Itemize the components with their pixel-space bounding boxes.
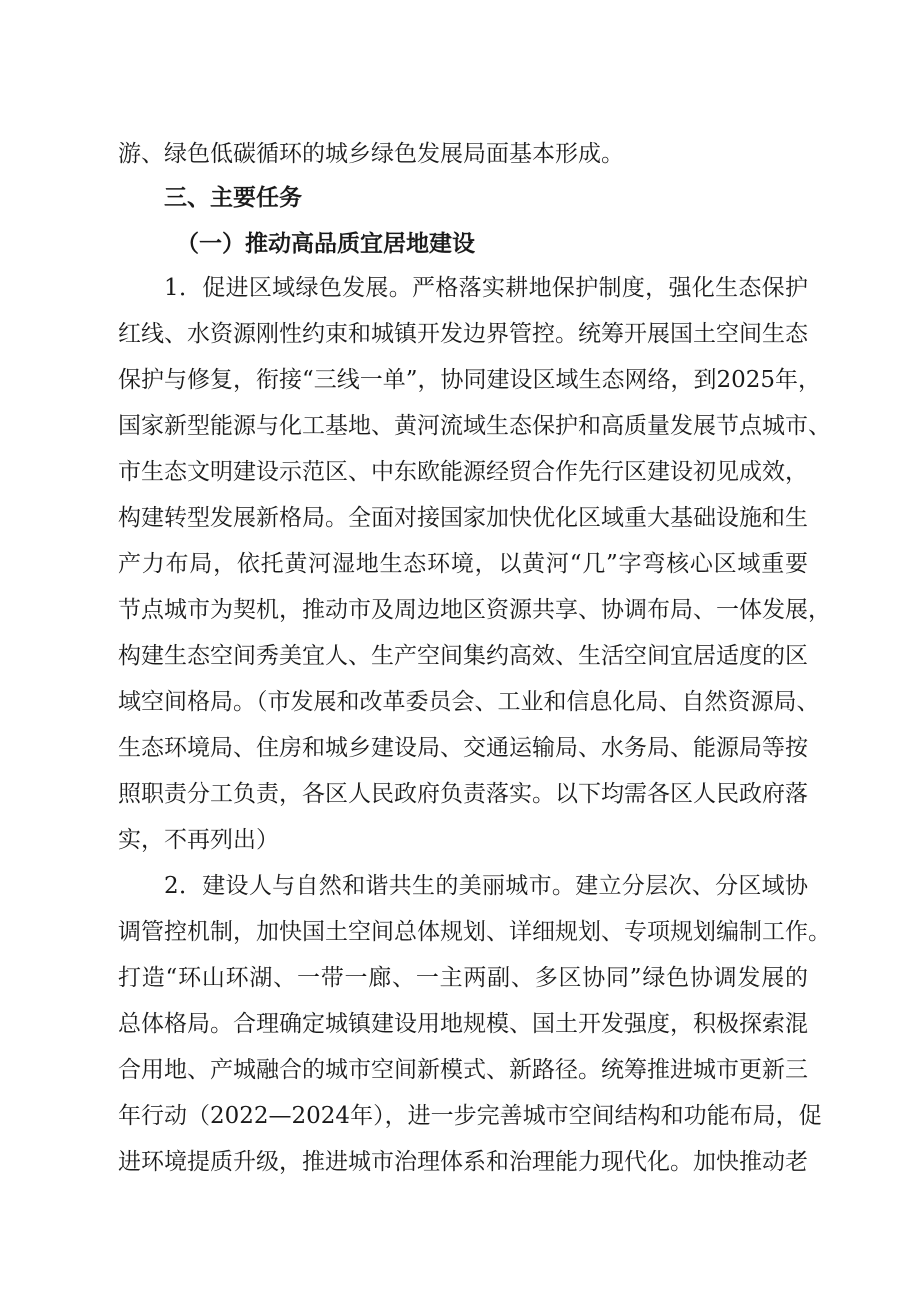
- paragraph-line: 产力布局，依托黄河湿地生态环境，以黄河“几”字弯核心区域重要: [118, 551, 808, 577]
- paragraph-line: 域空间格局。（市发展和改革委员会、工业和信息化局、自然资源局、: [118, 689, 820, 715]
- paragraph-line: 保护与修复，衔接“三线一单”，协同建设区域生态网络，到2025年，: [118, 367, 822, 393]
- paragraph-line: 构建生态空间秀美宜人、生产空间集约高效、生活空间宜居适度的区: [118, 643, 808, 669]
- subsection-heading: （一）推动高品质宜居地建设: [176, 230, 475, 257]
- paragraph-line: 年行动（2022—2024年），进一步完善城市空间结构和功能布局，促: [118, 1103, 822, 1129]
- paragraph-line: 节点城市为契机，推动市及周边地区资源共享、协调布局、一体发展，: [118, 597, 831, 623]
- paragraph-line: 国家新型能源与化工基地、黄河流域生态保护和高质量发展节点城市、: [118, 413, 831, 439]
- paragraph-line: 合用地、产城融合的城市空间新模式、新路径。统筹推进城市更新三: [118, 1057, 808, 1083]
- paragraph-line: 构建转型发展新格局。全面对接国家加快优化区域重大基础设施和生: [118, 505, 808, 531]
- paragraph-line: 实，不再列出）: [118, 827, 279, 853]
- paragraph-line: 进环境提质升级，推进城市治理体系和治理能力现代化。加快推动老: [118, 1149, 808, 1175]
- paragraph-line: 1．促进区域绿色发展。严格落实耕地保护制度，强化生态保护: [164, 275, 808, 301]
- paragraph-line: 打造“环山环湖、一带一廊、一主两副、多区协同”绿色协调发展的: [118, 965, 808, 991]
- paragraph-line: 调管控机制，加快国土空间总体规划、详细规划、专项规划编制工作。: [118, 919, 831, 945]
- intro-line: 游、绿色低碳循环的城乡绿色发展局面基本形成。: [118, 141, 624, 167]
- paragraph-line: 照职责分工负责，各区人民政府负责落实。以下均需各区人民政府落: [118, 781, 808, 807]
- paragraph-line: 总体格局。合理确定城镇建设用地规模、国土开发强度，积极探索混: [118, 1011, 808, 1037]
- paragraph-line: 红线、水资源刚性约束和城镇开发边界管控。统筹开展国土空间生态: [118, 321, 808, 347]
- paragraph-line: 市生态文明建设示范区、中东欧能源经贸合作先行区建设初见成效，: [118, 459, 808, 485]
- section-heading: 三、主要任务: [164, 184, 302, 211]
- paragraph-line: 2．建设人与自然和谐共生的美丽城市。建立分层次、分区域协: [164, 873, 808, 899]
- paragraph-line: 生态环境局、住房和城乡建设局、交通运输局、水务局、能源局等按: [118, 735, 808, 761]
